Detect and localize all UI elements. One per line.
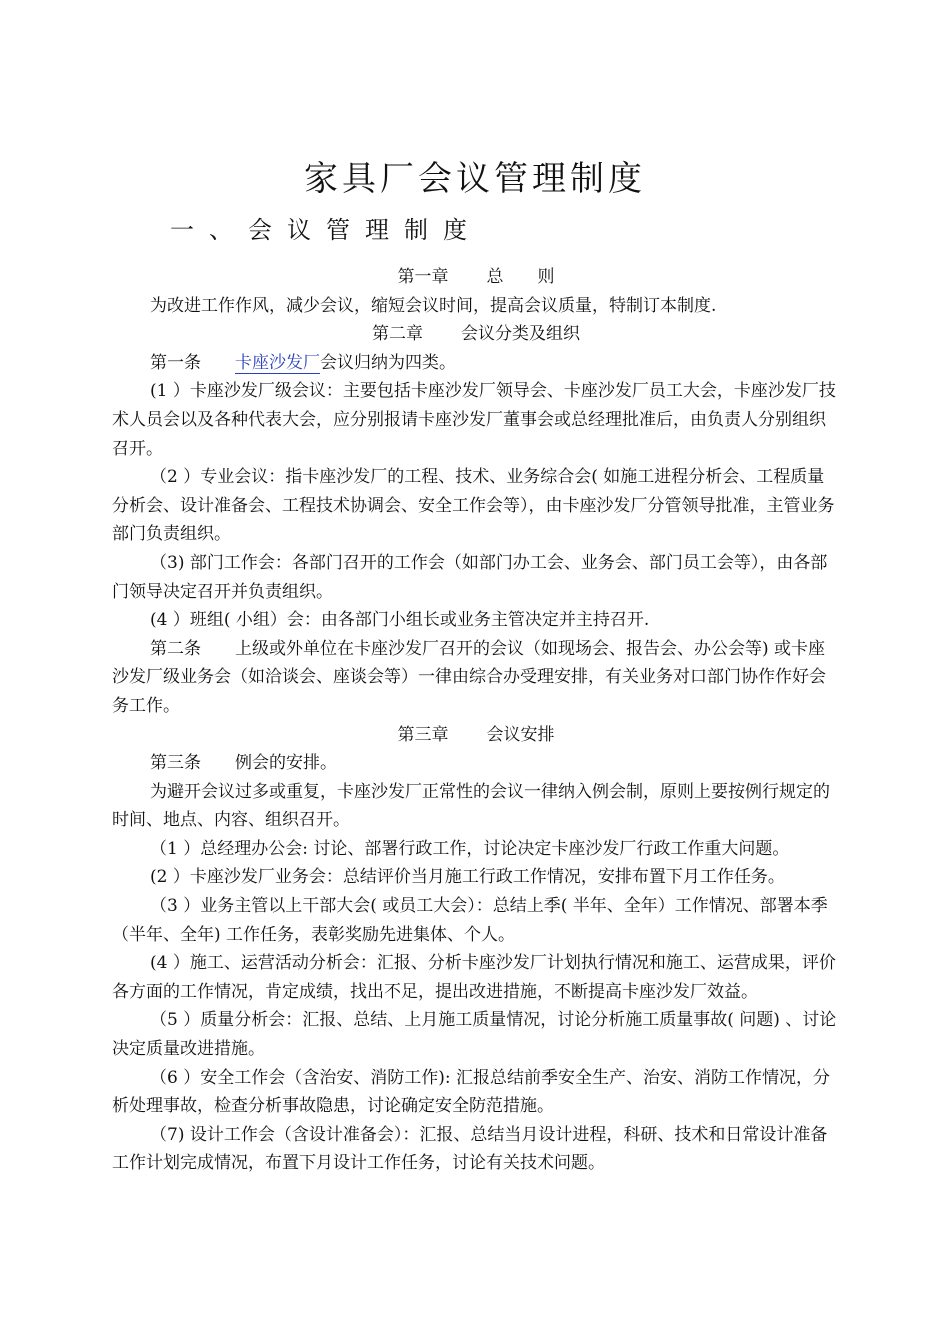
list-item: （7) 设计工作会（含设计准备会）：汇报、总结当月设计进程，科研、技术和日常设计准备工作计划完成情况，布置下月设计工作任务，讨论有关技术问题。 <box>112 1124 828 1174</box>
article-2 <box>112 635 840 721</box>
chapter-label: 第二章 <box>372 324 423 345</box>
paragraph: (4 ）班组( 小组）会：由各部门小组长或业务主管决定并主持召开. <box>150 610 650 631</box>
chapter-name: 会议分类及组织 <box>461 324 580 345</box>
article-1 <box>112 349 840 378</box>
document-title: 家具厂会议管理制度 <box>304 159 646 199</box>
article-text: 会议归纳为四类。 <box>320 352 456 373</box>
article-label: 第三条 <box>150 753 201 774</box>
list-item: （6 ）安全工作会（含治安、消防工作): 汇报总结前季安全生产、治安、消防工作情况，分析处理事故，检查分析事故隐患，讨论确定安全防范措施。 <box>112 1067 830 1117</box>
article-3 <box>112 749 840 778</box>
paragraph: （2 ）专业会议：指卡座沙发厂的工程、技术、业务综合会( 如施工进程分析会、工程质量分析会、设计准备会、工程技术协调会、安全工作会等），由卡座沙发厂分管领导批准，主管业务部门负责组织。 <box>112 467 835 545</box>
list-item: （1 ）总经理办公会: 讨论、部署行政工作，讨论决定卡座沙发厂行政工作重大问题。 <box>150 838 790 859</box>
paragraph: 为避开会议过多或重复，卡座沙发厂正常性的会议一律纳入例会制，原则上要按例行规定的时间、地点、内容、组织召开。 <box>112 781 830 831</box>
chapter-name: 总 则 <box>486 267 555 287</box>
paragraph: 为改进工作作风，减少会议，缩短会议时间，提高会议质量，特制订本制度. <box>150 295 717 316</box>
chapter-heading-2 <box>112 320 840 349</box>
chapter-label: 第一章 <box>397 267 449 287</box>
article-label: 第一条 <box>150 352 201 373</box>
list-item: (4 ）施工、运营活动分析会：汇报、分析卡座沙发厂计划执行情况和施工、运营成果，评价各方面的工作情况，肯定成绩，找出不足，提出改进措施，不断提高卡座沙发厂效益。 <box>112 953 836 1002</box>
list-item: （5 ）质量分析会：汇报、总结、上月施工质量情况，讨论分析施工质量事故( 问题) 、讨论决定质量改进措施。 <box>112 1010 837 1060</box>
article-text: 例会的安排。 <box>235 753 337 774</box>
article-text: 上级或外单位在卡座沙发厂召开的会议（如现场会、报告会、办公会等) 或卡座沙发厂级业务会（如洽谈会、座谈会等）一律由综合办受理安排，有关业务对口部门协作作好会务工作。 <box>112 638 826 716</box>
chapter-name: 会议安排 <box>486 724 555 745</box>
chapter-heading-1 <box>112 263 840 292</box>
paragraph: (1 ）卡座沙发厂级会议：主要包括卡座沙发厂领导会、卡座沙发厂员工大会，卡座沙发厂技术人员会以及各种代表大会，应分别报请卡座沙发厂董事会或总经理批准后，由负责人分别组织召开。 <box>112 381 836 459</box>
list-item: （3 ）业务主管以上干部大会( 或员工大会）：总结上季( 半年、全年）工作情况、部署本季（半年、全年) 工作任务，表彰奖励先进集体、个人。 <box>112 896 828 945</box>
chapter-heading-3 <box>112 721 840 750</box>
section-heading: 一、会议管理制度 <box>170 216 482 244</box>
article-label: 第二条 <box>150 638 201 659</box>
paragraph: （3) 部门工作会：各部门召开的工作会（如部门办工会、业务会、部门员工会等），由各部门领导决定召开并负责组织。 <box>112 552 828 602</box>
list-item: (2 ）卡座沙发厂业务会：总结评价当月施工行政工作情况，安排布置下月工作任务。 <box>150 867 785 888</box>
document-body <box>112 263 840 1178</box>
chapter-label: 第三章 <box>397 724 449 745</box>
factory-link[interactable]: 卡座沙发厂 <box>235 352 320 373</box>
